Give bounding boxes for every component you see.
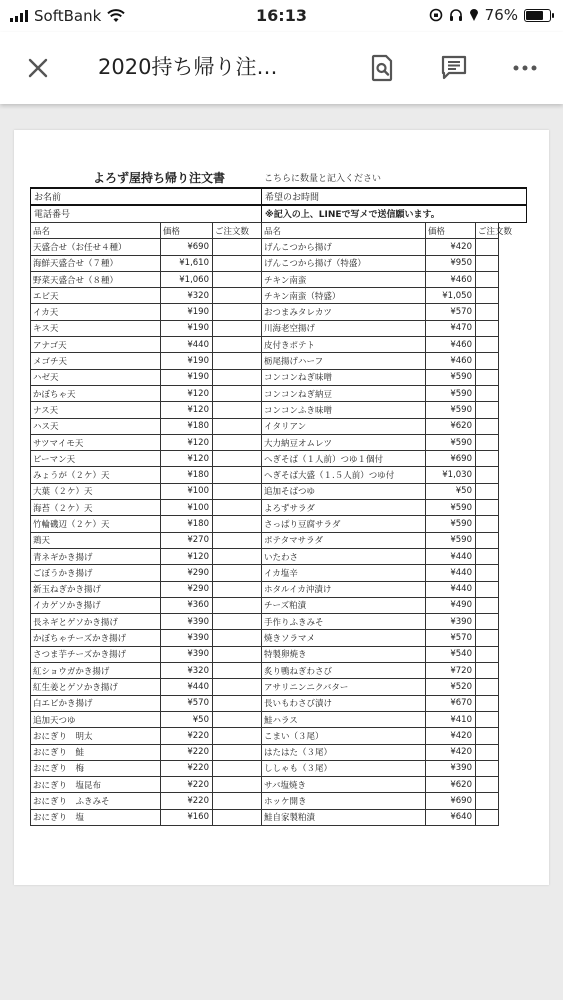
header-price: 価格 <box>161 223 213 239</box>
menu-item-name: チキン南蛮 <box>262 271 426 287</box>
menu-row <box>31 385 499 401</box>
menu-item-name: チーズ粕漬 <box>262 597 426 613</box>
menu-item-price: ¥570 <box>161 695 213 711</box>
quantity-cell <box>213 271 262 287</box>
menu-row <box>31 630 499 646</box>
quantity-cell <box>213 548 262 564</box>
menu-item-price: ¥390 <box>161 614 213 630</box>
quantity-cell <box>213 483 262 499</box>
quantity-cell <box>213 239 262 255</box>
document-title: 2020持ち帰り注… <box>98 55 278 79</box>
menu-item-name: 手作りふきみそ <box>262 614 426 630</box>
menu-row <box>31 271 499 287</box>
quantity-cell <box>213 744 262 760</box>
quantity-cell <box>476 337 499 353</box>
menu-row <box>31 597 499 613</box>
menu-item-name: ホタルイカ沖漬け <box>262 581 426 597</box>
quantity-cell <box>476 614 499 630</box>
quantity-cell <box>213 777 262 793</box>
menu-item-price: ¥220 <box>161 760 213 776</box>
menu-row <box>31 337 499 353</box>
menu-item-name: メゴチ天 <box>31 353 161 369</box>
menu-row <box>31 304 499 320</box>
quantity-cell <box>476 760 499 776</box>
menu-item-price: ¥620 <box>426 777 476 793</box>
comments-button[interactable] <box>436 50 472 86</box>
menu-item-name: アナゴ天 <box>31 337 161 353</box>
header-qty: ご注文数 <box>476 223 499 239</box>
menu-item-name: ホッケ開き <box>262 793 426 809</box>
menu-item-name: かぼちゃ天 <box>31 385 161 401</box>
menu-item-price: ¥290 <box>161 565 213 581</box>
quantity-cell <box>213 402 262 418</box>
quantity-cell <box>476 402 499 418</box>
menu-item-name: 鶏天 <box>31 532 161 548</box>
menu-item-price: ¥320 <box>161 288 213 304</box>
menu-item-price: ¥120 <box>161 434 213 450</box>
menu-item-price: ¥220 <box>161 744 213 760</box>
menu-row <box>31 434 499 450</box>
location-icon <box>469 8 479 22</box>
menu-row <box>31 548 499 564</box>
menu-item-name: イタリアン <box>262 418 426 434</box>
document-page <box>14 130 549 885</box>
menu-row <box>31 793 499 809</box>
menu-item-price: ¥440 <box>426 581 476 597</box>
menu-row <box>31 646 499 662</box>
menu-row <box>31 744 499 760</box>
close-icon <box>27 57 49 79</box>
menu-row <box>31 320 499 336</box>
menu-item-price: ¥420 <box>426 239 476 255</box>
menu-item-name: 特製卵焼き <box>262 646 426 662</box>
menu-row <box>31 695 499 711</box>
phone-label: 電話番号 <box>31 205 262 222</box>
comment-icon <box>440 54 468 82</box>
menu-item-price: ¥180 <box>161 418 213 434</box>
menu-item-price: ¥570 <box>426 630 476 646</box>
menu-item-price: ¥440 <box>426 565 476 581</box>
menu-item-price: ¥410 <box>426 711 476 727</box>
menu-item-name: へぎそば（１人前）つゆ１個付 <box>262 451 426 467</box>
quantity-cell <box>476 809 499 825</box>
menu-item-name: こまい（３尾） <box>262 728 426 744</box>
menu-item-name: おにぎり 塩 <box>31 809 161 825</box>
menu-item-price: ¥270 <box>161 532 213 548</box>
menu-item-price: ¥620 <box>426 418 476 434</box>
quantity-cell <box>476 711 499 727</box>
customer-info-table <box>30 187 527 223</box>
menu-item-name: コンコンねぎ納豆 <box>262 385 426 401</box>
menu-row <box>31 777 499 793</box>
menu-item-name: 紅生姜とゲソかき揚げ <box>31 679 161 695</box>
menu-item-price: ¥360 <box>161 597 213 613</box>
menu-item-name: 紅ショウガかき揚げ <box>31 663 161 679</box>
menu-row <box>31 402 499 418</box>
menu-item-price: ¥720 <box>426 663 476 679</box>
menu-row <box>31 288 499 304</box>
menu-item-price: ¥440 <box>161 679 213 695</box>
menu-item-name: キス天 <box>31 320 161 336</box>
menu-item-price: ¥190 <box>161 353 213 369</box>
menu-item-name: ししゃも（３尾） <box>262 760 426 776</box>
menu-item-price: ¥100 <box>161 483 213 499</box>
menu-item-price: ¥590 <box>426 434 476 450</box>
menu-item-price: ¥220 <box>161 793 213 809</box>
quantity-cell <box>476 516 499 532</box>
quantity-cell <box>213 337 262 353</box>
quantity-cell <box>476 255 499 271</box>
menu-item-name: 海苔（２ケ）天 <box>31 500 161 516</box>
menu-item-name: 長ネギとゲソかき揚げ <box>31 614 161 630</box>
menu-item-name: 鮭自家製粕漬 <box>262 809 426 825</box>
menu-item-name: アサリニンニクバター <box>262 679 426 695</box>
menu-item-price: ¥670 <box>426 695 476 711</box>
menu-row <box>31 500 499 516</box>
search-document-icon <box>369 54 395 82</box>
quantity-cell <box>476 695 499 711</box>
menu-item-price: ¥290 <box>161 581 213 597</box>
quantity-cell <box>476 483 499 499</box>
menu-item-name: イカゲソかき揚げ <box>31 597 161 613</box>
header-price: 価格 <box>426 223 476 239</box>
menu-item-price: ¥590 <box>426 516 476 532</box>
menu-item-price: ¥120 <box>161 548 213 564</box>
headphones-icon <box>449 8 463 22</box>
menu-item-name: みょうが（２ケ）天 <box>31 467 161 483</box>
quantity-cell <box>213 451 262 467</box>
quantity-cell <box>476 304 499 320</box>
menu-row <box>31 760 499 776</box>
quantity-cell <box>476 271 499 287</box>
menu-item-price: ¥160 <box>161 809 213 825</box>
menu-item-price: ¥190 <box>161 369 213 385</box>
quantity-cell <box>213 809 262 825</box>
menu-item-price: ¥460 <box>426 271 476 287</box>
menu-row <box>31 532 499 548</box>
header-item: 品名 <box>31 223 161 239</box>
menu-item-name: 川海老空揚げ <box>262 320 426 336</box>
quantity-cell <box>476 418 499 434</box>
menu-item-name: コンコンふき味噌 <box>262 402 426 418</box>
quantity-cell <box>476 630 499 646</box>
menu-row <box>31 614 499 630</box>
quantity-cell <box>213 581 262 597</box>
menu-item-name: ポテタマサラダ <box>262 532 426 548</box>
menu-item-price: ¥220 <box>161 777 213 793</box>
battery-icon <box>524 9 551 22</box>
quantity-cell <box>213 467 262 483</box>
quantity-cell <box>476 728 499 744</box>
more-icon <box>513 64 537 72</box>
menu-item-price: ¥220 <box>161 728 213 744</box>
carrier-name: SoftBank <box>34 7 102 25</box>
menu-item-price: ¥120 <box>161 451 213 467</box>
menu-item-price: ¥490 <box>426 597 476 613</box>
quantity-cell <box>476 565 499 581</box>
menu-row <box>31 451 499 467</box>
menu-item-name: おにぎり 塩昆布 <box>31 777 161 793</box>
quantity-cell <box>213 711 262 727</box>
menu-item-name: ピーマン天 <box>31 451 161 467</box>
menu-row <box>31 418 499 434</box>
menu-item-price: ¥390 <box>161 646 213 662</box>
menu-item-name: 海鮮天盛合せ（７種） <box>31 255 161 271</box>
name-label: お名前 <box>31 188 262 205</box>
menu-item-price: ¥320 <box>161 663 213 679</box>
menu-item-price: ¥470 <box>426 320 476 336</box>
menu-row <box>31 711 499 727</box>
status-right <box>429 6 551 24</box>
menu-item-price: ¥190 <box>161 320 213 336</box>
quantity-cell <box>476 467 499 483</box>
menu-row <box>31 679 499 695</box>
menu-item-name: チキン南蛮（特盛） <box>262 288 426 304</box>
find-in-document-button[interactable] <box>364 50 400 86</box>
menu-item-name: いたわさ <box>262 548 426 564</box>
header-qty: ご注文数 <box>213 223 262 239</box>
menu-item-price: ¥50 <box>426 483 476 499</box>
menu-item-name: 竹輪磯辺（２ケ）天 <box>31 516 161 532</box>
menu-item-price: ¥640 <box>426 809 476 825</box>
menu-item-price: ¥440 <box>426 548 476 564</box>
quantity-cell <box>213 646 262 662</box>
menu-item-price: ¥590 <box>426 532 476 548</box>
menu-row <box>31 581 499 597</box>
menu-item-name: 野菜天盛合せ（８種） <box>31 271 161 287</box>
menu-item-name: 追加天つゆ <box>31 711 161 727</box>
menu-item-name: 白エビかき揚げ <box>31 695 161 711</box>
menu-item-price: ¥460 <box>426 353 476 369</box>
menu-item-name: よろずサラダ <box>262 500 426 516</box>
menu-item-price: ¥390 <box>426 614 476 630</box>
menu-table <box>30 222 513 826</box>
menu-item-price: ¥1,030 <box>426 467 476 483</box>
menu-item-price: ¥520 <box>426 679 476 695</box>
menu-item-price: ¥50 <box>161 711 213 727</box>
menu-item-name: サツマイモ天 <box>31 434 161 450</box>
menu-item-name: へぎそば大盛（１.５人前）つゆ付 <box>262 467 426 483</box>
menu-item-name: 焼きソラマメ <box>262 630 426 646</box>
quantity-cell <box>476 777 499 793</box>
quantity-cell <box>213 614 262 630</box>
menu-item-price: ¥690 <box>426 451 476 467</box>
quantity-cell <box>213 516 262 532</box>
rotation-lock-icon <box>429 8 443 22</box>
menu-item-name: 青ネギかき揚げ <box>31 548 161 564</box>
menu-item-name: 長いもわさび漬け <box>262 695 426 711</box>
menu-item-price: ¥590 <box>426 402 476 418</box>
menu-header-row <box>31 223 499 239</box>
quantity-cell <box>213 679 262 695</box>
menu-item-name: 天盛合せ（お任せ４種） <box>31 239 161 255</box>
menu-item-name: ごぼうかき揚げ <box>31 565 161 581</box>
quantity-cell <box>213 565 262 581</box>
menu-item-price: ¥1,610 <box>161 255 213 271</box>
menu-item-name: おにぎり 明太 <box>31 728 161 744</box>
menu-row <box>31 353 499 369</box>
menu-item-price: ¥590 <box>426 500 476 516</box>
quantity-cell <box>213 353 262 369</box>
menu-row <box>31 255 499 271</box>
quantity-cell <box>476 500 499 516</box>
menu-item-name: サバ塩焼き <box>262 777 426 793</box>
quantity-cell <box>213 793 262 809</box>
more-options-button[interactable] <box>507 50 543 86</box>
quantity-cell <box>213 288 262 304</box>
quantity-cell <box>213 369 262 385</box>
form-note: こちらに数量と記入ください <box>264 174 382 184</box>
menu-item-price: ¥950 <box>426 255 476 271</box>
menu-item-name: 皮付きポテト <box>262 337 426 353</box>
menu-item-name: 大葉（２ケ）天 <box>31 483 161 499</box>
menu-item-name: おつまみタレカツ <box>262 304 426 320</box>
quantity-cell <box>213 500 262 516</box>
quantity-cell <box>476 385 499 401</box>
menu-item-name: おにぎり 鮭 <box>31 744 161 760</box>
menu-item-name: 大力納豆オムレツ <box>262 434 426 450</box>
quantity-cell <box>213 434 262 450</box>
menu-item-price: ¥180 <box>161 516 213 532</box>
line-note: ※記入の上、LINEで写メで送信願います。 <box>262 205 527 222</box>
menu-item-name: おにぎり 梅 <box>31 760 161 776</box>
quantity-cell <box>213 304 262 320</box>
quantity-cell <box>213 597 262 613</box>
menu-item-name: イカ天 <box>31 304 161 320</box>
menu-item-price: ¥420 <box>426 744 476 760</box>
quantity-cell <box>213 630 262 646</box>
quantity-cell <box>476 793 499 809</box>
quantity-cell <box>476 646 499 662</box>
quantity-cell <box>213 728 262 744</box>
menu-item-name: げんこつから揚げ（特盛） <box>262 255 426 271</box>
quantity-cell <box>213 320 262 336</box>
menu-item-name: はたはた（３尾） <box>262 744 426 760</box>
quantity-cell <box>476 663 499 679</box>
quantity-cell <box>476 288 499 304</box>
menu-row <box>31 516 499 532</box>
status-bar <box>0 0 563 32</box>
menu-item-name: 炙り鴨ねぎわさび <box>262 663 426 679</box>
menu-item-price: ¥460 <box>426 337 476 353</box>
menu-item-name: 新玉ねぎかき揚げ <box>31 581 161 597</box>
quantity-cell <box>476 320 499 336</box>
quantity-cell <box>213 695 262 711</box>
menu-item-price: ¥190 <box>161 304 213 320</box>
menu-item-price: ¥690 <box>426 793 476 809</box>
time-label: 希望のお時間 <box>262 188 527 205</box>
quantity-cell <box>476 369 499 385</box>
menu-item-name: かぼちゃチーズかき揚げ <box>31 630 161 646</box>
quantity-cell <box>476 679 499 695</box>
menu-row <box>31 663 499 679</box>
menu-item-name: エビ天 <box>31 288 161 304</box>
quantity-cell <box>476 744 499 760</box>
status-time: 16:13 <box>256 6 307 25</box>
menu-item-name: さっぱり豆腐サラダ <box>262 516 426 532</box>
menu-item-name: コンコンねぎ味噌 <box>262 369 426 385</box>
menu-item-price: ¥420 <box>426 728 476 744</box>
menu-item-name: さつま芋チーズかき揚げ <box>31 646 161 662</box>
quantity-cell <box>213 385 262 401</box>
quantity-cell <box>476 581 499 597</box>
quantity-cell <box>476 239 499 255</box>
menu-item-name: 追加そばつゆ <box>262 483 426 499</box>
menu-item-price: ¥180 <box>161 467 213 483</box>
menu-item-name: イカ塩辛 <box>262 565 426 581</box>
menu-item-price: ¥590 <box>426 369 476 385</box>
menu-item-name: ナス天 <box>31 402 161 418</box>
quantity-cell <box>476 434 499 450</box>
menu-row <box>31 809 499 825</box>
menu-item-name: ハゼ天 <box>31 369 161 385</box>
quantity-cell <box>476 353 499 369</box>
menu-item-price: ¥120 <box>161 385 213 401</box>
quantity-cell <box>213 255 262 271</box>
header-item: 品名 <box>262 223 426 239</box>
quantity-cell <box>213 760 262 776</box>
app-bar <box>0 32 563 104</box>
menu-item-price: ¥100 <box>161 500 213 516</box>
menu-item-name: おにぎり ふきみそ <box>31 793 161 809</box>
quantity-cell <box>476 548 499 564</box>
menu-item-name: ハス天 <box>31 418 161 434</box>
menu-item-name: げんこつから揚げ <box>262 239 426 255</box>
quantity-cell <box>476 597 499 613</box>
quantity-cell <box>476 532 499 548</box>
menu-row <box>31 728 499 744</box>
menu-item-price: ¥1,050 <box>426 288 476 304</box>
quantity-cell <box>213 418 262 434</box>
quantity-cell <box>476 451 499 467</box>
menu-item-price: ¥440 <box>161 337 213 353</box>
quantity-cell <box>213 532 262 548</box>
form-title: よろず屋持ち帰り注文書 <box>93 171 226 185</box>
menu-item-price: ¥540 <box>426 646 476 662</box>
menu-item-price: ¥120 <box>161 402 213 418</box>
menu-item-name: 栃尾揚げハーフ <box>262 353 426 369</box>
menu-item-price: ¥570 <box>426 304 476 320</box>
menu-row <box>31 467 499 483</box>
menu-row <box>31 565 499 581</box>
quantity-cell <box>213 663 262 679</box>
menu-row <box>31 239 499 255</box>
menu-item-price: ¥690 <box>161 239 213 255</box>
menu-item-price: ¥590 <box>426 385 476 401</box>
menu-item-price: ¥390 <box>161 630 213 646</box>
menu-item-name: 鮭ハラス <box>262 711 426 727</box>
menu-item-price: ¥390 <box>426 760 476 776</box>
menu-row <box>31 369 499 385</box>
close-button[interactable] <box>20 50 56 86</box>
menu-item-price: ¥1,060 <box>161 271 213 287</box>
battery-percent: 76% <box>484 6 518 24</box>
menu-row <box>31 483 499 499</box>
